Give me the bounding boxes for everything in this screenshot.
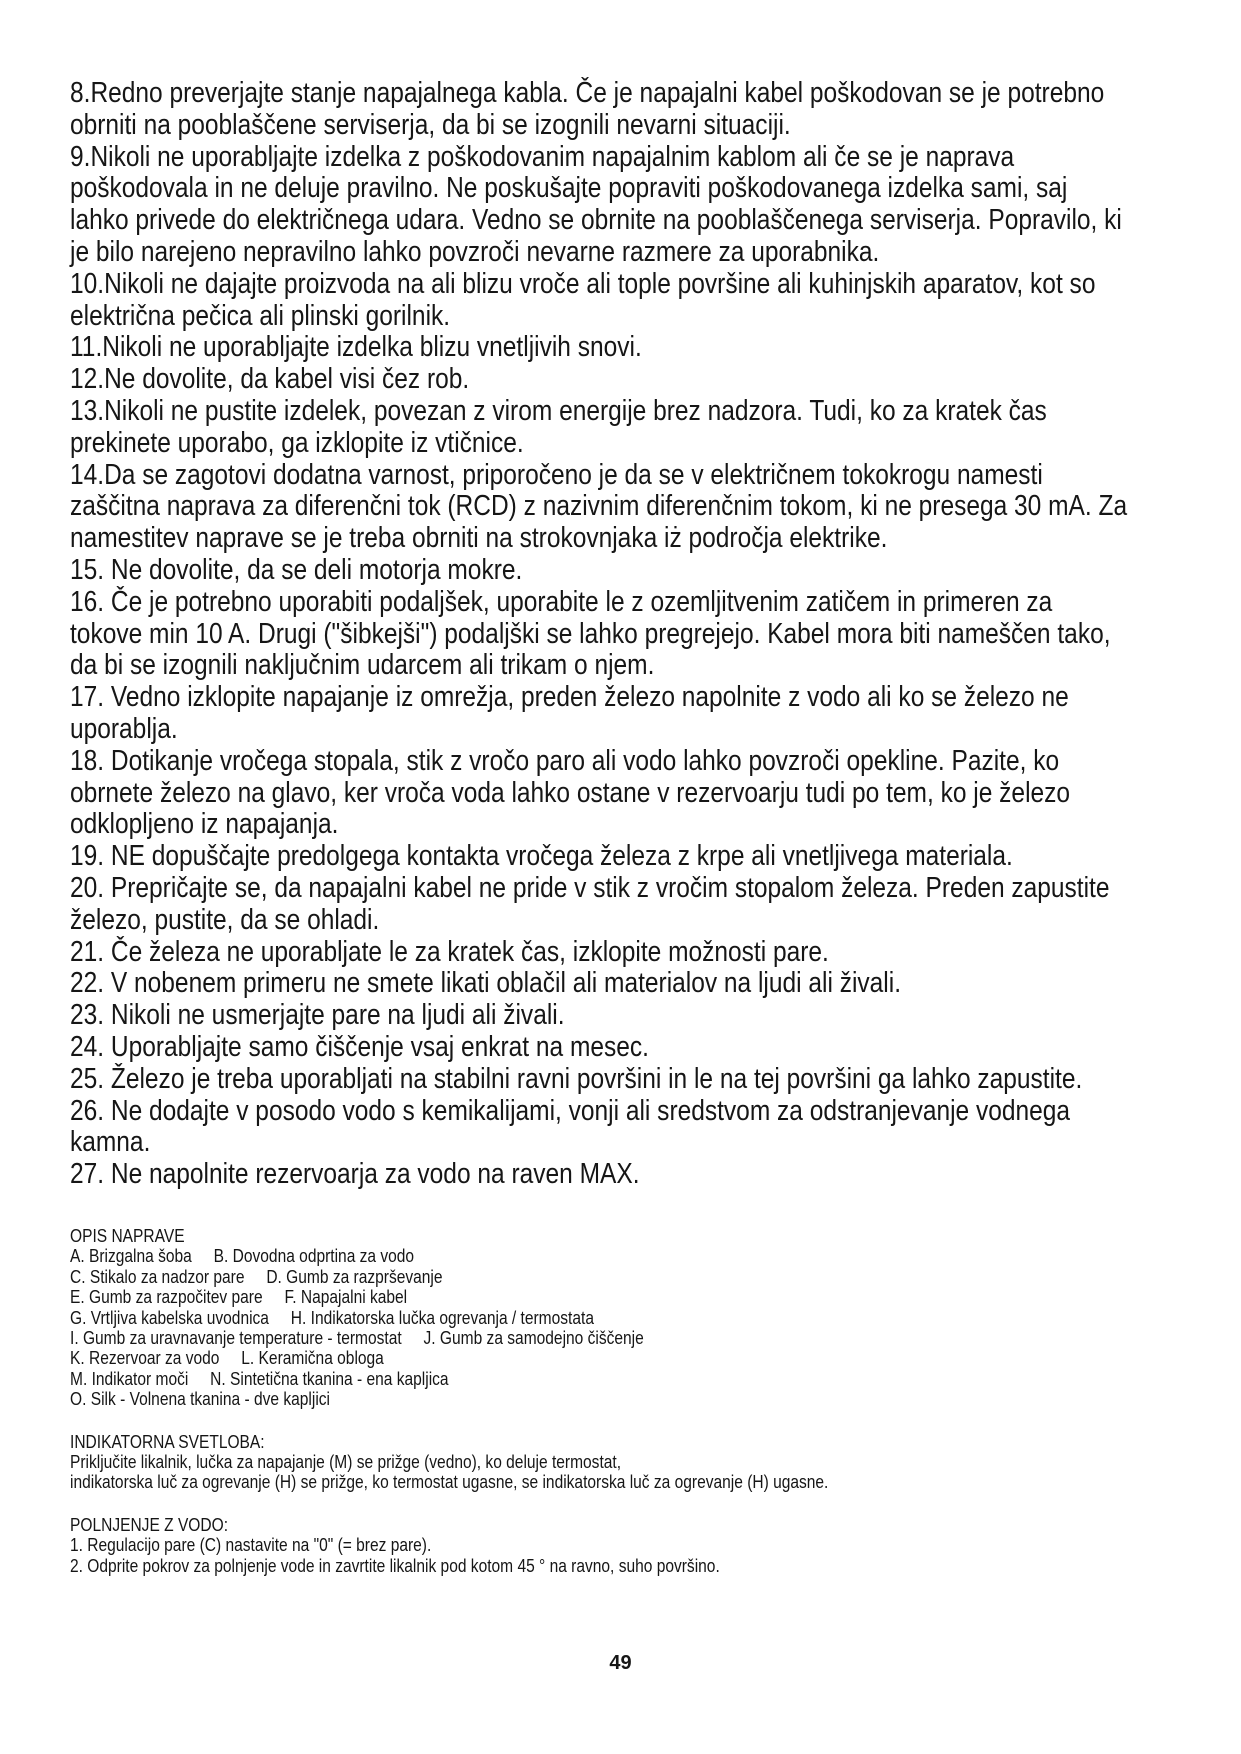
- instruction-item: 26. Ne dodajte v posodo vodo s kemikalijami, vonji ali sredstvom za odstranjevanje vodnega kamna.: [70, 1094, 1071, 1159]
- part-label: C. Stikalo za nadzor pare: [70, 1265, 245, 1287]
- page-number: 49: [609, 1652, 632, 1674]
- manual-page: [70, 78, 1200, 1576]
- part-label: H. Indikatorska lučka ogrevanja / termostata: [290, 1306, 594, 1328]
- part-row: [70, 1287, 1162, 1307]
- part-label: E. Gumb za razpočitev pare: [70, 1286, 263, 1308]
- instruction-item: 18. Dotikanje vročega stopala, stik z vročo paro ali vodo lahko povzroči opekline. Pazite, ko obrnete železo na glavo, ker vroča voda lahko ostane v rezervoarju tudi po tem, ko je železo odklopljeno iz napajanja.: [70, 744, 1071, 841]
- indicator-light-text: Priključite likalnik, lučka za napajanje (M) se prižge (vedno), ko deluje termostat,: [70, 1450, 622, 1472]
- instruction-item: 19. NE dopuščajte predolgega kontakta vročega železa z krpe ali vnetljivega materiala.: [70, 840, 1013, 873]
- part-label: L. Keramična obloga: [241, 1347, 384, 1369]
- part-label: I. Gumb za uravnavanje temperature - termostat: [70, 1326, 402, 1348]
- part-label: B. Dovodna odprtina za vodo: [213, 1245, 415, 1267]
- indicator-light-section: [70, 1432, 1200, 1493]
- instruction-item: 15. Ne dovolite, da se deli motorja mokre.: [70, 553, 523, 586]
- instruction-item: 17. Vedno izklopite napajanje iz omrežja, preden železo napolnite z vodo ali ko se železo ne uporablja.: [70, 681, 1069, 745]
- instruction-item: 20. Prepričajte se, da napajalni kabel ne pride v stik z vročim stopalom železa. Preden zapustite železo, pustite, da se ohladi.: [70, 871, 1110, 936]
- water-filling-section: [70, 1515, 1200, 1576]
- part-row: [70, 1267, 1162, 1287]
- device-description: [70, 1226, 1200, 1410]
- instruction-item: 21. Če železa ne uporabljate le za kratek čas, izklopite možnosti pare.: [70, 935, 829, 968]
- safety-instructions: [70, 78, 1200, 1191]
- instruction-item: 12.Ne dovolite, da kabel visi čez rob.: [70, 363, 470, 396]
- part-label: K. Rezervoar za vodo: [70, 1347, 220, 1369]
- indicator-light-heading: INDIKATORNA SVETLOBA:: [70, 1430, 265, 1452]
- instruction-item: 13.Nikoli ne pustite izdelek, povezan z virom energije brez nadzora. Tudi, ko za kratek čas prekinete uporabo, ga izklopite iz vtičnice.: [70, 394, 1047, 459]
- water-filling-heading: POLNJENJE Z VODO:: [70, 1513, 229, 1535]
- water-filling-step: 2. Odprite pokrov za polnjenje vode in zavrtite likalnik pod kotom 45 ° na ravno, suho površino.: [70, 1554, 720, 1576]
- part-label: J. Gumb za samodejno čiščenje: [423, 1326, 644, 1348]
- part-label: M. Indikator moči: [70, 1367, 189, 1389]
- part-label: F. Napajalni kabel: [284, 1286, 408, 1308]
- instruction-item: 22. V nobenem primeru ne smete likati oblačil ali materialov na ljudi ali živali.: [70, 967, 902, 1000]
- part-row: [70, 1369, 1162, 1389]
- instruction-item: 9.Nikoli ne uporabljajte izdelka z poškodovanim napajalnim kablom ali če se je naprava poškodovala in ne deluje pravilno. Ne poskušajte popraviti poškodovanega izdelka sami, saj lahko privede do električnega udara. Vedno se obrnite na pooblaščenega serviserja. Popravilo, ki je bilo narejeno nepravilno lahko povzroči nevarne razmere za uporabnika.: [70, 140, 1122, 268]
- instruction-item: 10.Nikoli ne dajajte proizvoda na ali blizu vroče ali tople površine ali kuhinjskih aparatov, kot so električna pečica ali plinski gorilnik.: [70, 267, 1096, 332]
- instruction-item: 25. Železo je treba uporabljati na stabilni ravni površini in le na tej površini ga lahko zapustite.: [70, 1062, 1083, 1095]
- part-label: O. Silk - Volnena tkanina - dve kapljici: [70, 1388, 330, 1410]
- part-label: G. Vrtljiva kabelska uvodnica: [70, 1306, 269, 1328]
- part-row: [70, 1308, 1162, 1328]
- indicator-light-text: indikatorska luč za ogrevanje (H) se prižge, ko termostat ugasne, se indikatorska luč za ogrevanje (H) ugasne.: [70, 1471, 829, 1493]
- instruction-item: 24. Uporabljajte samo čiščenje vsaj enkrat na mesec.: [70, 1030, 649, 1063]
- water-filling-step: 1. Regulacijo pare (C) nastavite na "0" (= brez pare).: [70, 1534, 432, 1556]
- part-row: [70, 1246, 1162, 1266]
- device-description-heading: OPIS NAPRAVE: [70, 1224, 185, 1246]
- instruction-item: 27. Ne napolnite rezervoarja za vodo na raven MAX.: [70, 1158, 640, 1191]
- part-row: [70, 1348, 1162, 1368]
- instruction-item: 16. Če je potrebno uporabiti podaljšek, uporabite le z ozemljitvenim zatičem in primeren za tokove min 10 A. Drugi ("šibkejši") podaljški se lahko pregrejejo. Kabel mora biti nameščen tako, da bi se izognili naključnim udarcem ali trikam o njem.: [70, 585, 1111, 682]
- instruction-item: 23. Nikoli ne usmerjajte pare na ljudi ali živali.: [70, 999, 565, 1032]
- instruction-item: 14.Da se zagotovi dodatna varnost, priporočeno je da se v električnem tokokrogu namesti zaščitna naprava za diferenčni tok (RCD) z nazivnim diferenčnim tokom, ki ne presega 30 mA. Za namestitev naprave se je treba obrniti na strokovnjaka iż področja elektrike.: [70, 458, 1128, 555]
- part-row: [70, 1328, 1162, 1348]
- part-row: [70, 1389, 1162, 1409]
- instruction-item: 8.Redno preverjajte stanje napajalnega kabla. Če je napajalni kabel poškodovan se je potrebno obrniti na pooblaščene serviserja, da bi se izognili nevarni situaciji.: [70, 77, 1105, 141]
- part-label: D. Gumb za razprševanje: [266, 1265, 443, 1287]
- part-label: N. Sintetična tkanina - ena kapljica: [210, 1367, 449, 1389]
- part-label: A. Brizgalna šoba: [70, 1245, 192, 1267]
- instruction-item: 11.Nikoli ne uporabljajte izdelka blizu vnetljivih snovi.: [70, 331, 642, 364]
